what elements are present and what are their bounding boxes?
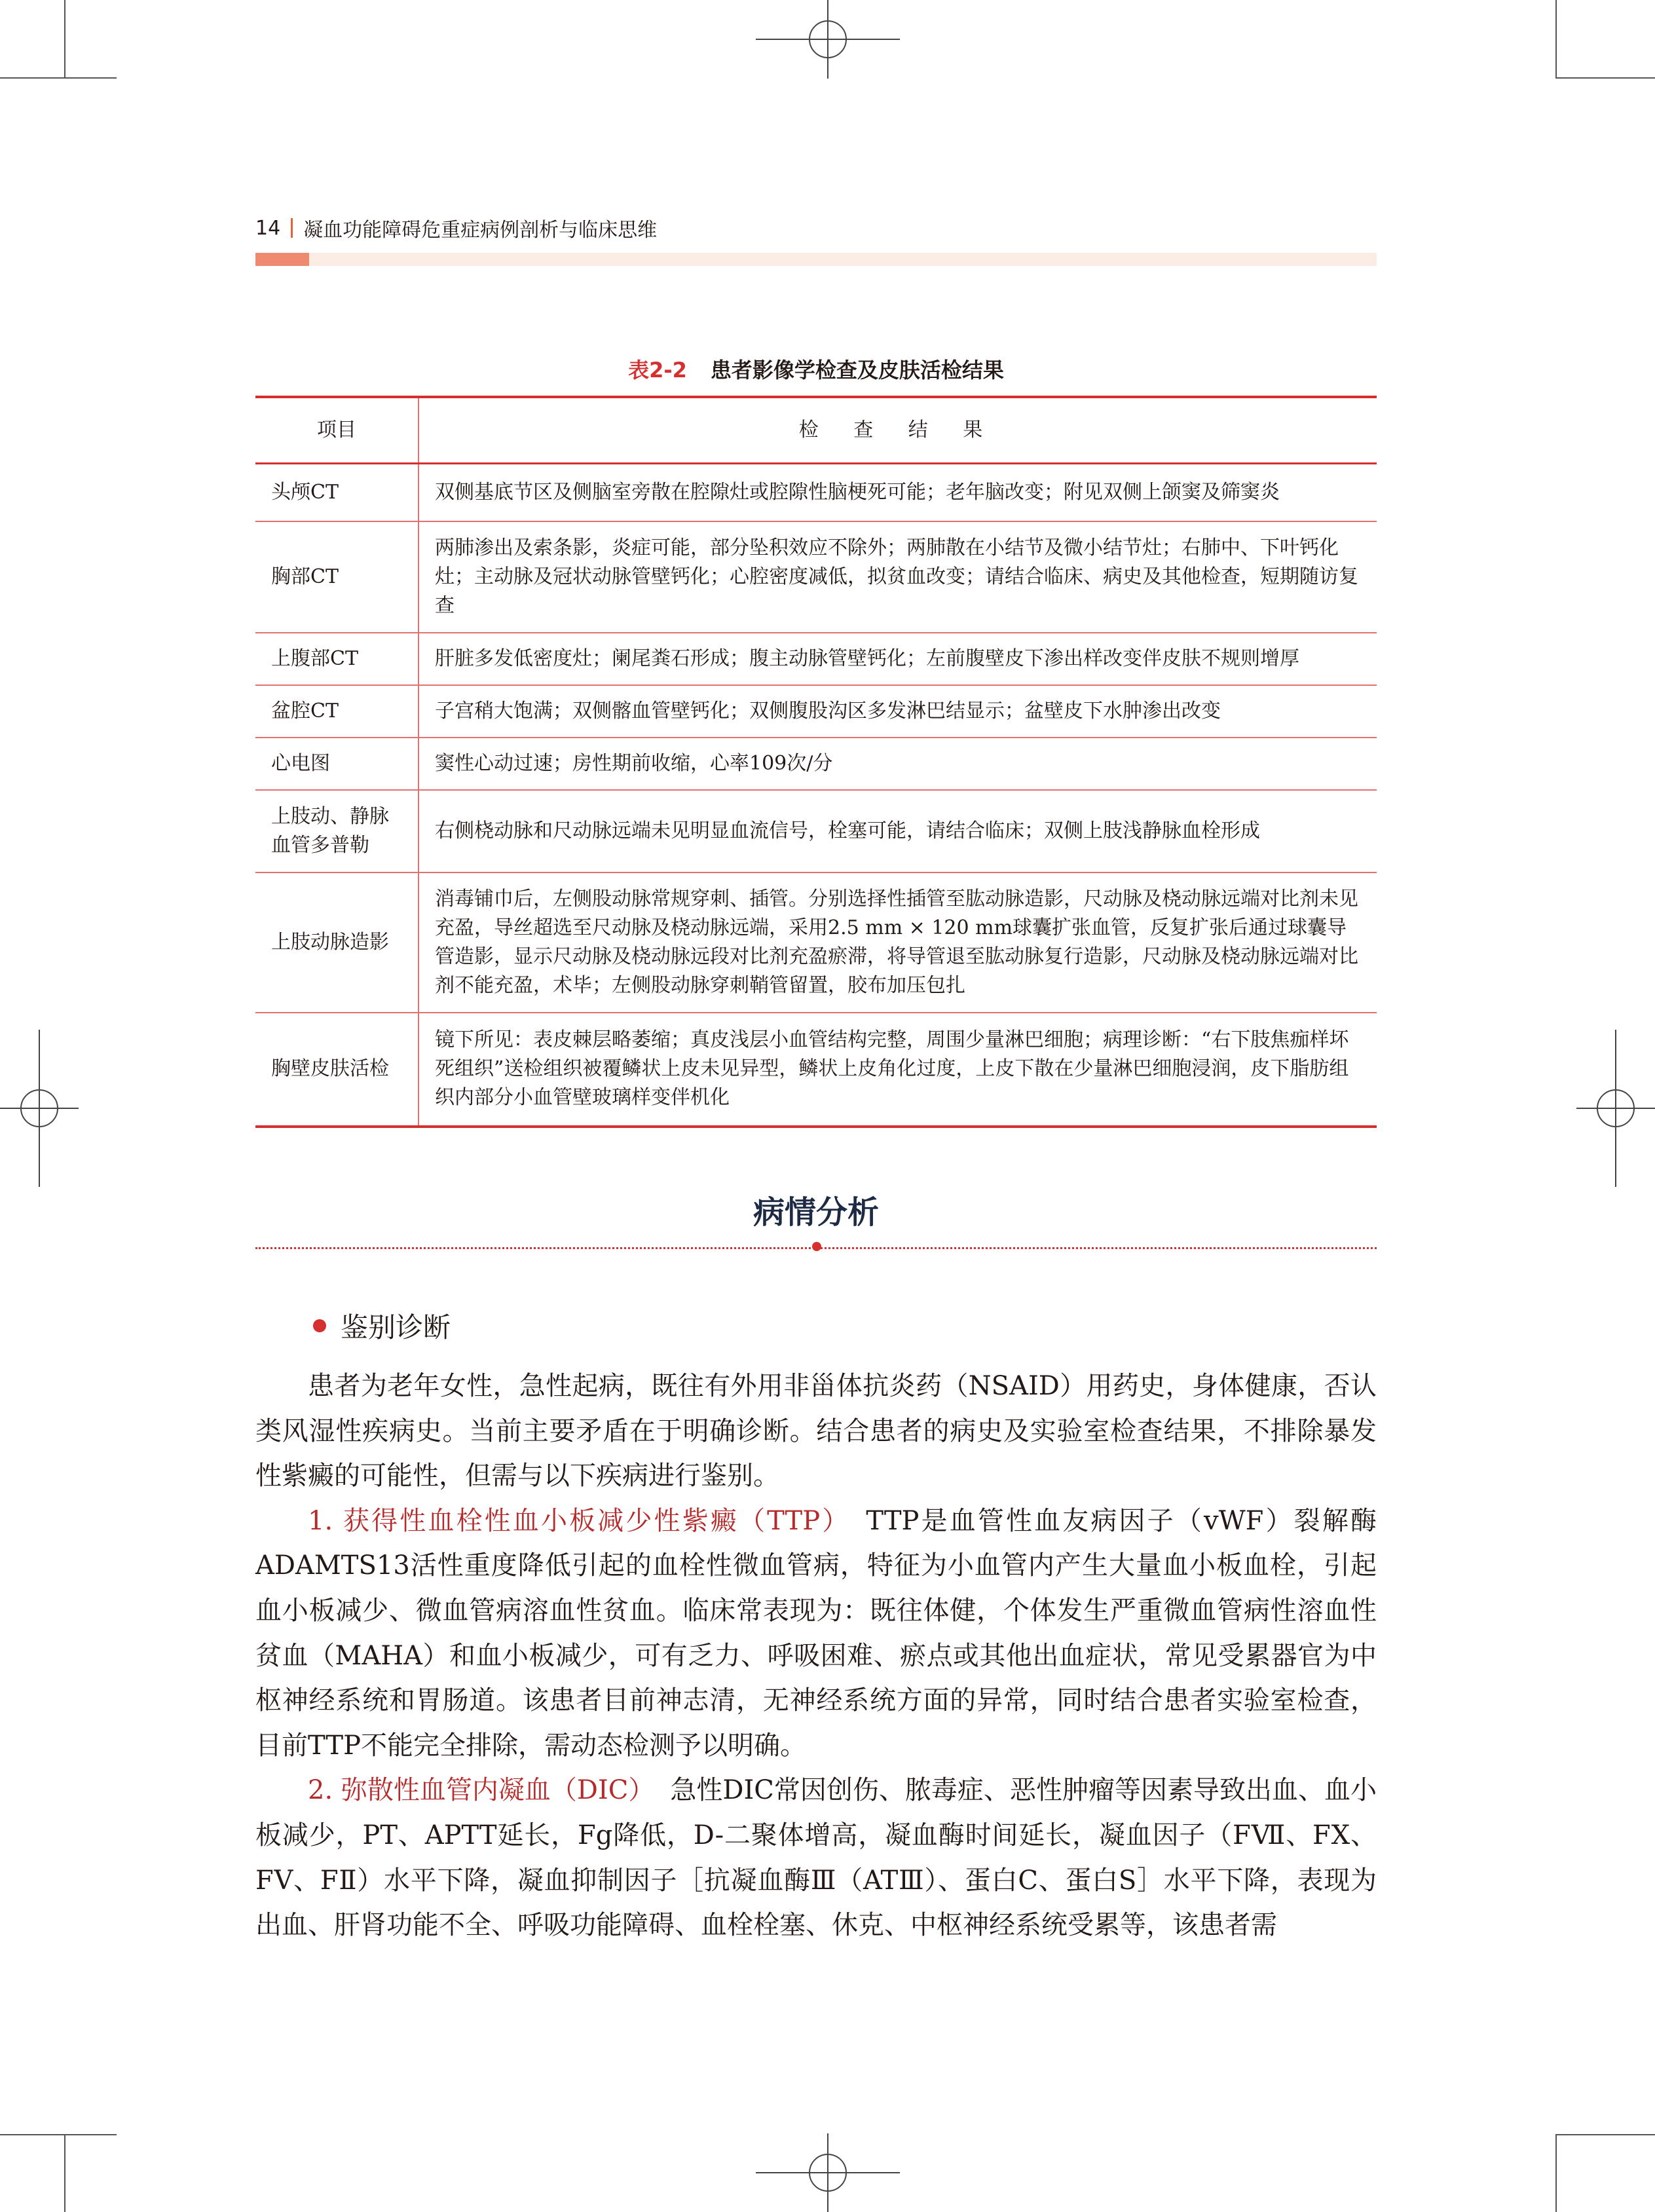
- table-row: [255, 633, 1377, 685]
- results-table: [255, 396, 1377, 1128]
- header-accent: [255, 253, 309, 266]
- item-text: TTP是血管性血友病因子（vWF）裂解酶ADAMTS13活性重度降低引起的血栓性微血管病，特征为小血管内产生大量血小板血栓，引起血小板减少、微血管病溶血性贫血。临床常表现为：既往体健，个体发生严重微血管病性溶血性贫血（MAHA）和血小板减少，可有乏力、呼吸困难、瘀点或其他出血症状，常见受累器官为中枢神经系统和胃肠道。该患者目前神志清，无神经系统方面的异常，同时结合患者实验室检查，目前TTP不能完全排除，需动态检测予以明确。: [255, 1505, 1377, 1761]
- crop-mark: [0, 2134, 117, 2135]
- item-label: 1. 获得性血栓性血小板减少性紫癜（TTP）: [308, 1505, 851, 1536]
- paragraph: [255, 1499, 1377, 1769]
- table-row: [255, 872, 1377, 1013]
- table-row: [255, 685, 1377, 738]
- crop-mark: [1555, 0, 1557, 79]
- bullet-icon: [313, 1319, 326, 1332]
- subheading: [313, 1306, 451, 1345]
- table-cell-item: 心电图: [255, 738, 418, 790]
- table-cell-result: 窦性心动过速；房性期前收缩，心率109次/分: [418, 738, 1377, 790]
- table-cell-result: 肝脏多发低密度灶；阑尾粪石形成；腹主动脉管壁钙化；左前腹壁皮下渗出样改变伴皮肤不规则增厚: [418, 633, 1377, 685]
- table-row: [255, 521, 1377, 633]
- subheading-text: 鉴别诊断: [341, 1311, 451, 1343]
- table-title: 患者影像学检查及皮肤活检结果: [710, 358, 1004, 383]
- table-cell-result: 右侧桡动脉和尺动脉远端未见明显血流信号，栓塞可能，请结合临床；双侧上肢浅静脉血栓形成: [418, 790, 1377, 872]
- item-text: 急性DIC常因创伤、脓毒症、恶性肿瘤等因素导致出血、血小板减少，PT、APTT延长，Fg降低，D-二聚体增高，凝血酶时间延长，凝血因子（FⅦ、FⅩ、FⅤ、FⅡ）水平下降，凝血抑制因子［抗凝血酶Ⅲ（ATⅢ）、蛋白C、蛋白S］水平下降，表现为出血、肝肾功能不全、呼吸功能障碍、血栓栓塞、休克、中枢神经系统受累等，该患者需: [255, 1775, 1377, 1941]
- table-cell-item: 胸壁皮肤活检: [255, 1013, 418, 1127]
- column-header: 检 查 结 果: [418, 397, 1377, 464]
- page-number: 14: [255, 216, 281, 240]
- table-cell-item: 上肢动脉造影: [255, 872, 418, 1013]
- paragraph: [255, 1768, 1377, 1947]
- table-row: [255, 1013, 1377, 1127]
- crop-mark: [1555, 2134, 1655, 2135]
- paragraph: 患者为老年女性，急性起病，既往有外用非甾体抗炎药（NSAID）用药史，身体健康，否认类风湿性疾病史。当前主要矛盾在于明确诊断。结合患者的病史及实验室检查结果，不排除暴发性紫癜的可能性，但需与以下疾病进行鉴别。: [255, 1371, 1377, 1491]
- table-cell-item: 胸部CT: [255, 521, 418, 633]
- table-cell-item: 头颅CT: [255, 464, 418, 521]
- crop-mark: [1555, 77, 1655, 79]
- table-caption: [255, 354, 1377, 384]
- column-header: 项目: [255, 397, 418, 464]
- registration-mark-icon: [1576, 1030, 1655, 1187]
- registration-mark-icon: [756, 2133, 900, 2212]
- table-header-row: [255, 397, 1377, 464]
- table-row: [255, 790, 1377, 872]
- table-cell-result: 消毒铺巾后，左侧股动脉常规穿刺、插管。分别选择性插管至肱动脉造影，尺动脉及桡动脉远端对比剂未见充盈，导丝超选至尺动脉及桡动脉远端，采用2.5 mm × 120 mm球囊扩张血管，反复扩张后通过球囊导管造影，显示尺动脉及桡动脉远段对比剂充盈瘀滞，将导管退至肱动脉复行造影，尺动脉及桡动脉远端对比剂不能充盈，术毕；左侧股动脉穿刺鞘管留置，胶布加压包扎: [418, 872, 1377, 1013]
- table-cell-item: 上腹部CT: [255, 633, 418, 685]
- registration-mark-icon: [756, 0, 900, 79]
- item-label: 2. 弥散性血管内凝血（DIC）: [308, 1775, 655, 1806]
- crop-mark: [64, 2134, 65, 2212]
- header-bar: [255, 253, 1377, 266]
- section-divider-dot: [812, 1242, 821, 1251]
- table-row: [255, 738, 1377, 790]
- registration-mark-icon: [0, 1030, 79, 1187]
- crop-mark: [1555, 2134, 1557, 2212]
- table-cell-result: 子宫稍大饱满；双侧髂血管壁钙化；双侧腹股沟区多发淋巴结显示；盆壁皮下水肿渗出改变: [418, 685, 1377, 738]
- table-cell-item: 盆腔CT: [255, 685, 418, 738]
- header-separator: [291, 218, 293, 238]
- table-row: [255, 464, 1377, 521]
- table-cell-item: 上肢动、静脉血管多普勒: [255, 790, 418, 872]
- crop-mark: [0, 77, 117, 79]
- crop-mark: [64, 0, 65, 79]
- table-cell-result: 两肺渗出及索条影，炎症可能，部分坠积效应不除外；两肺散在小结节及微小结节灶；右肺中、下叶钙化灶；主动脉及冠状动脉管壁钙化；心腔密度减低，拟贫血改变；请结合临床、病史及其他检查，短期随访复查: [418, 521, 1377, 633]
- running-header: [255, 214, 657, 242]
- body-text: [255, 1364, 1377, 1948]
- table-cell-result: 镜下所见：表皮棘层略萎缩；真皮浅层小血管结构完整，周围少量淋巴细胞；病理诊断：“右下肢焦痂样坏死组织”送检组织被覆鳞状上皮未见异型，鳞状上皮角化过度，上皮下散在少量淋巴细胞浸润，皮下脂肪组织内部分小血管壁玻璃样变伴机化: [418, 1013, 1377, 1127]
- section-title: 病情分析: [753, 1194, 879, 1231]
- table-cell-result: 双侧基底节区及侧脑室旁散在腔隙灶或腔隙性脑梗死可能；老年脑改变；附见双侧上颌窦及筛窦炎: [418, 464, 1377, 521]
- book-title: 凝血功能障碍危重症病例剖析与临床思维: [303, 219, 658, 242]
- table-number: 表2-2: [628, 358, 687, 383]
